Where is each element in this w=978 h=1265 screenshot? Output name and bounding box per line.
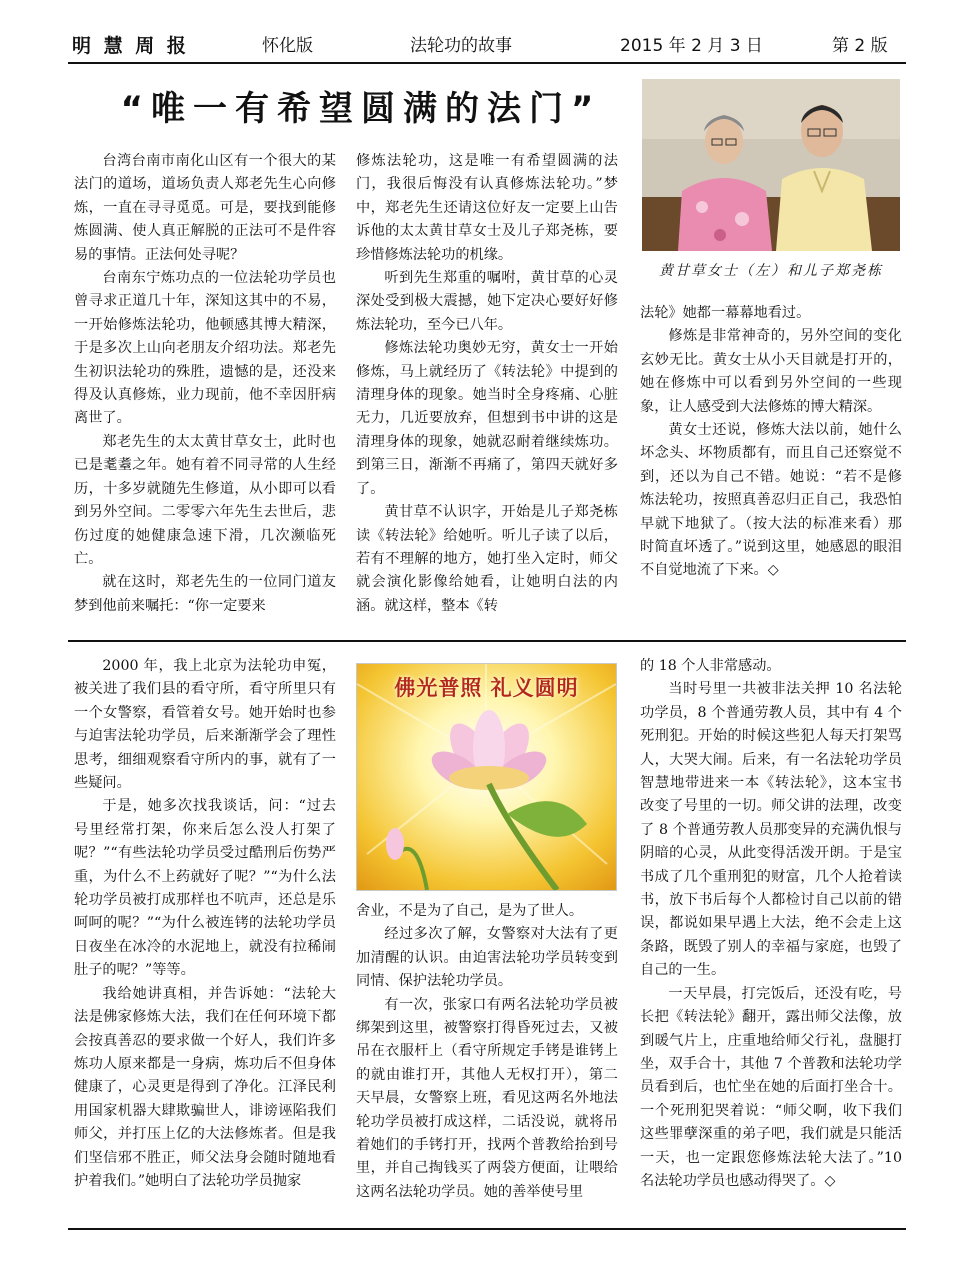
paragraph: 黄女士还说，修炼大法以前，她什么坏念头、坏物质都有，而且自己还察觉不到，还以为自己不错。她说：“若不是修炼法轮功，按照真善忍归正自己，我恐怕早就下地狱了。（按大法的标准来看）那时简直坏透了。”说到这里，她感恩的眼泪不自觉地流了下来。◇ bbox=[640, 422, 902, 579]
footer-rule bbox=[68, 1228, 906, 1230]
section-name: 法轮功的故事 bbox=[410, 36, 512, 56]
paragraph: 法轮》她都一幕幕地看过。 bbox=[640, 305, 811, 321]
banner-caption: 佛光普照 礼义圆明 bbox=[394, 676, 579, 700]
article1-column-3 bbox=[640, 302, 902, 632]
page-number: 第 2 版 bbox=[832, 36, 888, 56]
paragraph: 修炼法轮功奥妙无穷，黄女士一开始修炼，马上就经历了《转法轮》中提到的清理身体的现象。她当时全身疼痛、心脏无力，几近要放弃，但想到书中讲的这是清理身体的现象，她就忍耐着继续炼功。到第三日，渐渐不再痛了，第四天就好多了。 bbox=[356, 340, 618, 497]
paragraph: 的 18 个人非常感动。 bbox=[640, 658, 781, 674]
paragraph: 有一次，张家口有两名法轮功学员被绑架到这里，被警察打得昏死过去，又被吊在衣服杆上（看守所规定手铐是谁铐上的就由谁打开，其他人无权打开），第二天早晨，女警察上班，看见这两名外地法轮功学员被打成这样，二话没说，就将吊着她们的手铐打开，找两个普教给抬到号里，并自己掏钱买了两袋方便面，让喂给这两名法轮功学员。她的善举使号里 bbox=[356, 996, 618, 1200]
paragraph: 听到先生郑重的嘱咐，黄甘草的心灵深处受到极大震撼，她下定决心要好好修炼法轮功，至今已八年。 bbox=[356, 270, 618, 333]
paragraph: 就在这时，郑老先生的一位同门道友梦到他前来嘱托：“你一定要来 bbox=[74, 574, 336, 614]
paragraph: 台南东宁炼功点的一位法轮功学员也曾寻求正道几十年，深知这其中的不易，一开始修炼法轮功，他顿感其博大精深，于是多次上山向老朋友介绍功法。郑老先生初识法轮功的殊胜，遗憾的是，还没来得及认真修炼，业力现前，他不幸因肝病离世了。 bbox=[74, 270, 336, 427]
paragraph: 舍业，不是为了自己，是为了世人。 bbox=[356, 903, 584, 919]
paragraph: 2000 年，我上北京为法轮功申冤，被关进了我们县的看守所，看守所里只有一个女警察，看管着女号。她开始时也参与迫害法轮功学员，后来渐渐学会了理性思考，细细观察看守所内的事，就有了一些疑问。 bbox=[74, 658, 336, 792]
mother-son-photo bbox=[642, 79, 900, 251]
article2-column-3 bbox=[640, 655, 902, 1225]
paragraph: 当时号里一共被非法关押 10 名法轮功学员，8 个普通劳教人员，其中有 4 个死刑犯。开始的时候这些犯人每天打架骂人，大哭大闹。后来，有一名法轮功学员智慧地带进来一本《转法轮》，这本宝书改变了号里的一切。师父讲的法理，改变了 8 个普通劳教人员那变异的充满仇恨与阴暗的心灵，从此变得活泼开朗。于是宝书成了几个重刑犯的财富，几个人抢着读书，放下书后每个人都检讨自己以前的错误，都说如果早遇上大法，绝不会走上这条路，既毁了别人的幸福与家庭，也毁了自己的一生。 bbox=[640, 681, 902, 979]
paragraph: 我给她讲真相，并告诉她：“法轮大法是佛家修炼大法，我们在任何环境下都会按真善忍的要求做一个好人，我们许多炼功人原来都是一身病，炼功后不但身体健康了，心灵更是得到了净化。江泽民利用国家机器大肆欺骗世人，诽谤诬陷我们师父，并打压上亿的大法修炼者。但是我们坚信邪不胜正，师父法身会随时随地看护着我们。”她明白了法轮功学员抛家 bbox=[74, 985, 336, 1189]
paragraph: 修炼是非常神奇的，另外空间的变化玄妙无比。黄女士从小天目就是打开的，她在修炼中可以看到另外空间的一些现象，让人感受到大法修炼的博大精深。 bbox=[640, 328, 902, 415]
paragraph: 修炼法轮功，这是唯一有希望圆满的法门，我很后悔没有认真修炼法轮功。”梦中，郑老先生还请这位好友一定要上山告诉他的太太黄甘草女士及儿子郑尧栋，要珍惜修炼法轮功的机缘。 bbox=[356, 153, 618, 263]
paragraph: 一天早晨，打完饭后，还没有吃，号长把《转法轮》翻开，露出师父法像，放到暖气片上，庄重地给师父行礼，盘腿打坐，双手合十，其他 7 个普教和法轮功学员看到后，也忙坐在她的后面打坐合十。一个死刑犯哭着说：“师父啊，收下我们这些罪孽深重的弟子吧，我们就是只能活一天，也一定跟您修炼法轮大法了。”10 名法轮功学员也感动得哭了。◇ bbox=[640, 985, 902, 1189]
article1-column-2 bbox=[356, 150, 618, 630]
article2-column-2 bbox=[356, 900, 618, 1225]
article1-column-1 bbox=[74, 150, 336, 630]
paper-name: 明 慧 周 报 bbox=[72, 35, 189, 57]
article-divider bbox=[68, 640, 906, 642]
lotus-banner-image bbox=[356, 663, 617, 891]
photo-caption: 黄甘草女士（左）和儿子郑尧栋 bbox=[659, 263, 883, 279]
paragraph: 郑老先生的太太黄甘草女士，此时也已是耄耋之年。她有着不同寻常的人生经历，十多岁就随先生修道，从小即可以看到另外空间。二零零六年先生去世后，悲伤过度的她健康急速下滑，几次濒临死亡。 bbox=[74, 433, 336, 567]
paragraph: 黄甘草不认识字，开始是儿子郑尧栋读《转法轮》给她听。听儿子读了以后，若有不理解的地方，她打坐入定时，师父就会演化影像给她看，让她明白法的内涵。就这样，整本《转 bbox=[356, 504, 618, 614]
issue-date: 2015 年 2 月 3 日 bbox=[620, 36, 763, 56]
header-rule bbox=[68, 62, 906, 64]
paragraph: 于是，她多次找我谈话，问：“过去号里经常打架，你来后怎么没人打架了呢？”“有些法轮功学员受过酷刑后伤势严重，为什么不上药就好了呢？”“为什么法轮功学员被打成那样也不吭声，还总是乐呵呵的呢？”“为什么被连铐的法轮功学员日夜坐在冰冷的水泥地上，就没有拉稀闹肚子的呢？”等等。 bbox=[74, 798, 336, 979]
article2-column-1 bbox=[74, 655, 336, 1225]
paragraph: 台湾台南市南化山区有一个很大的某法门的道场，道场负责人郑老先生心向修炼，一直在寻寻觅觅。可是，要找到能修炼圆满、使人真正解脱的正法可不是件容易的事情。正法何处寻呢？ bbox=[74, 153, 336, 263]
paragraph: 经过多次了解，女警察对大法有了更加清醒的认识。由迫害法轮功学员转变到同情、保护法轮功学员。 bbox=[356, 926, 618, 990]
article1-title: “唯一有希望圆满的法门” bbox=[120, 89, 602, 129]
edition-name: 怀化版 bbox=[262, 36, 313, 56]
